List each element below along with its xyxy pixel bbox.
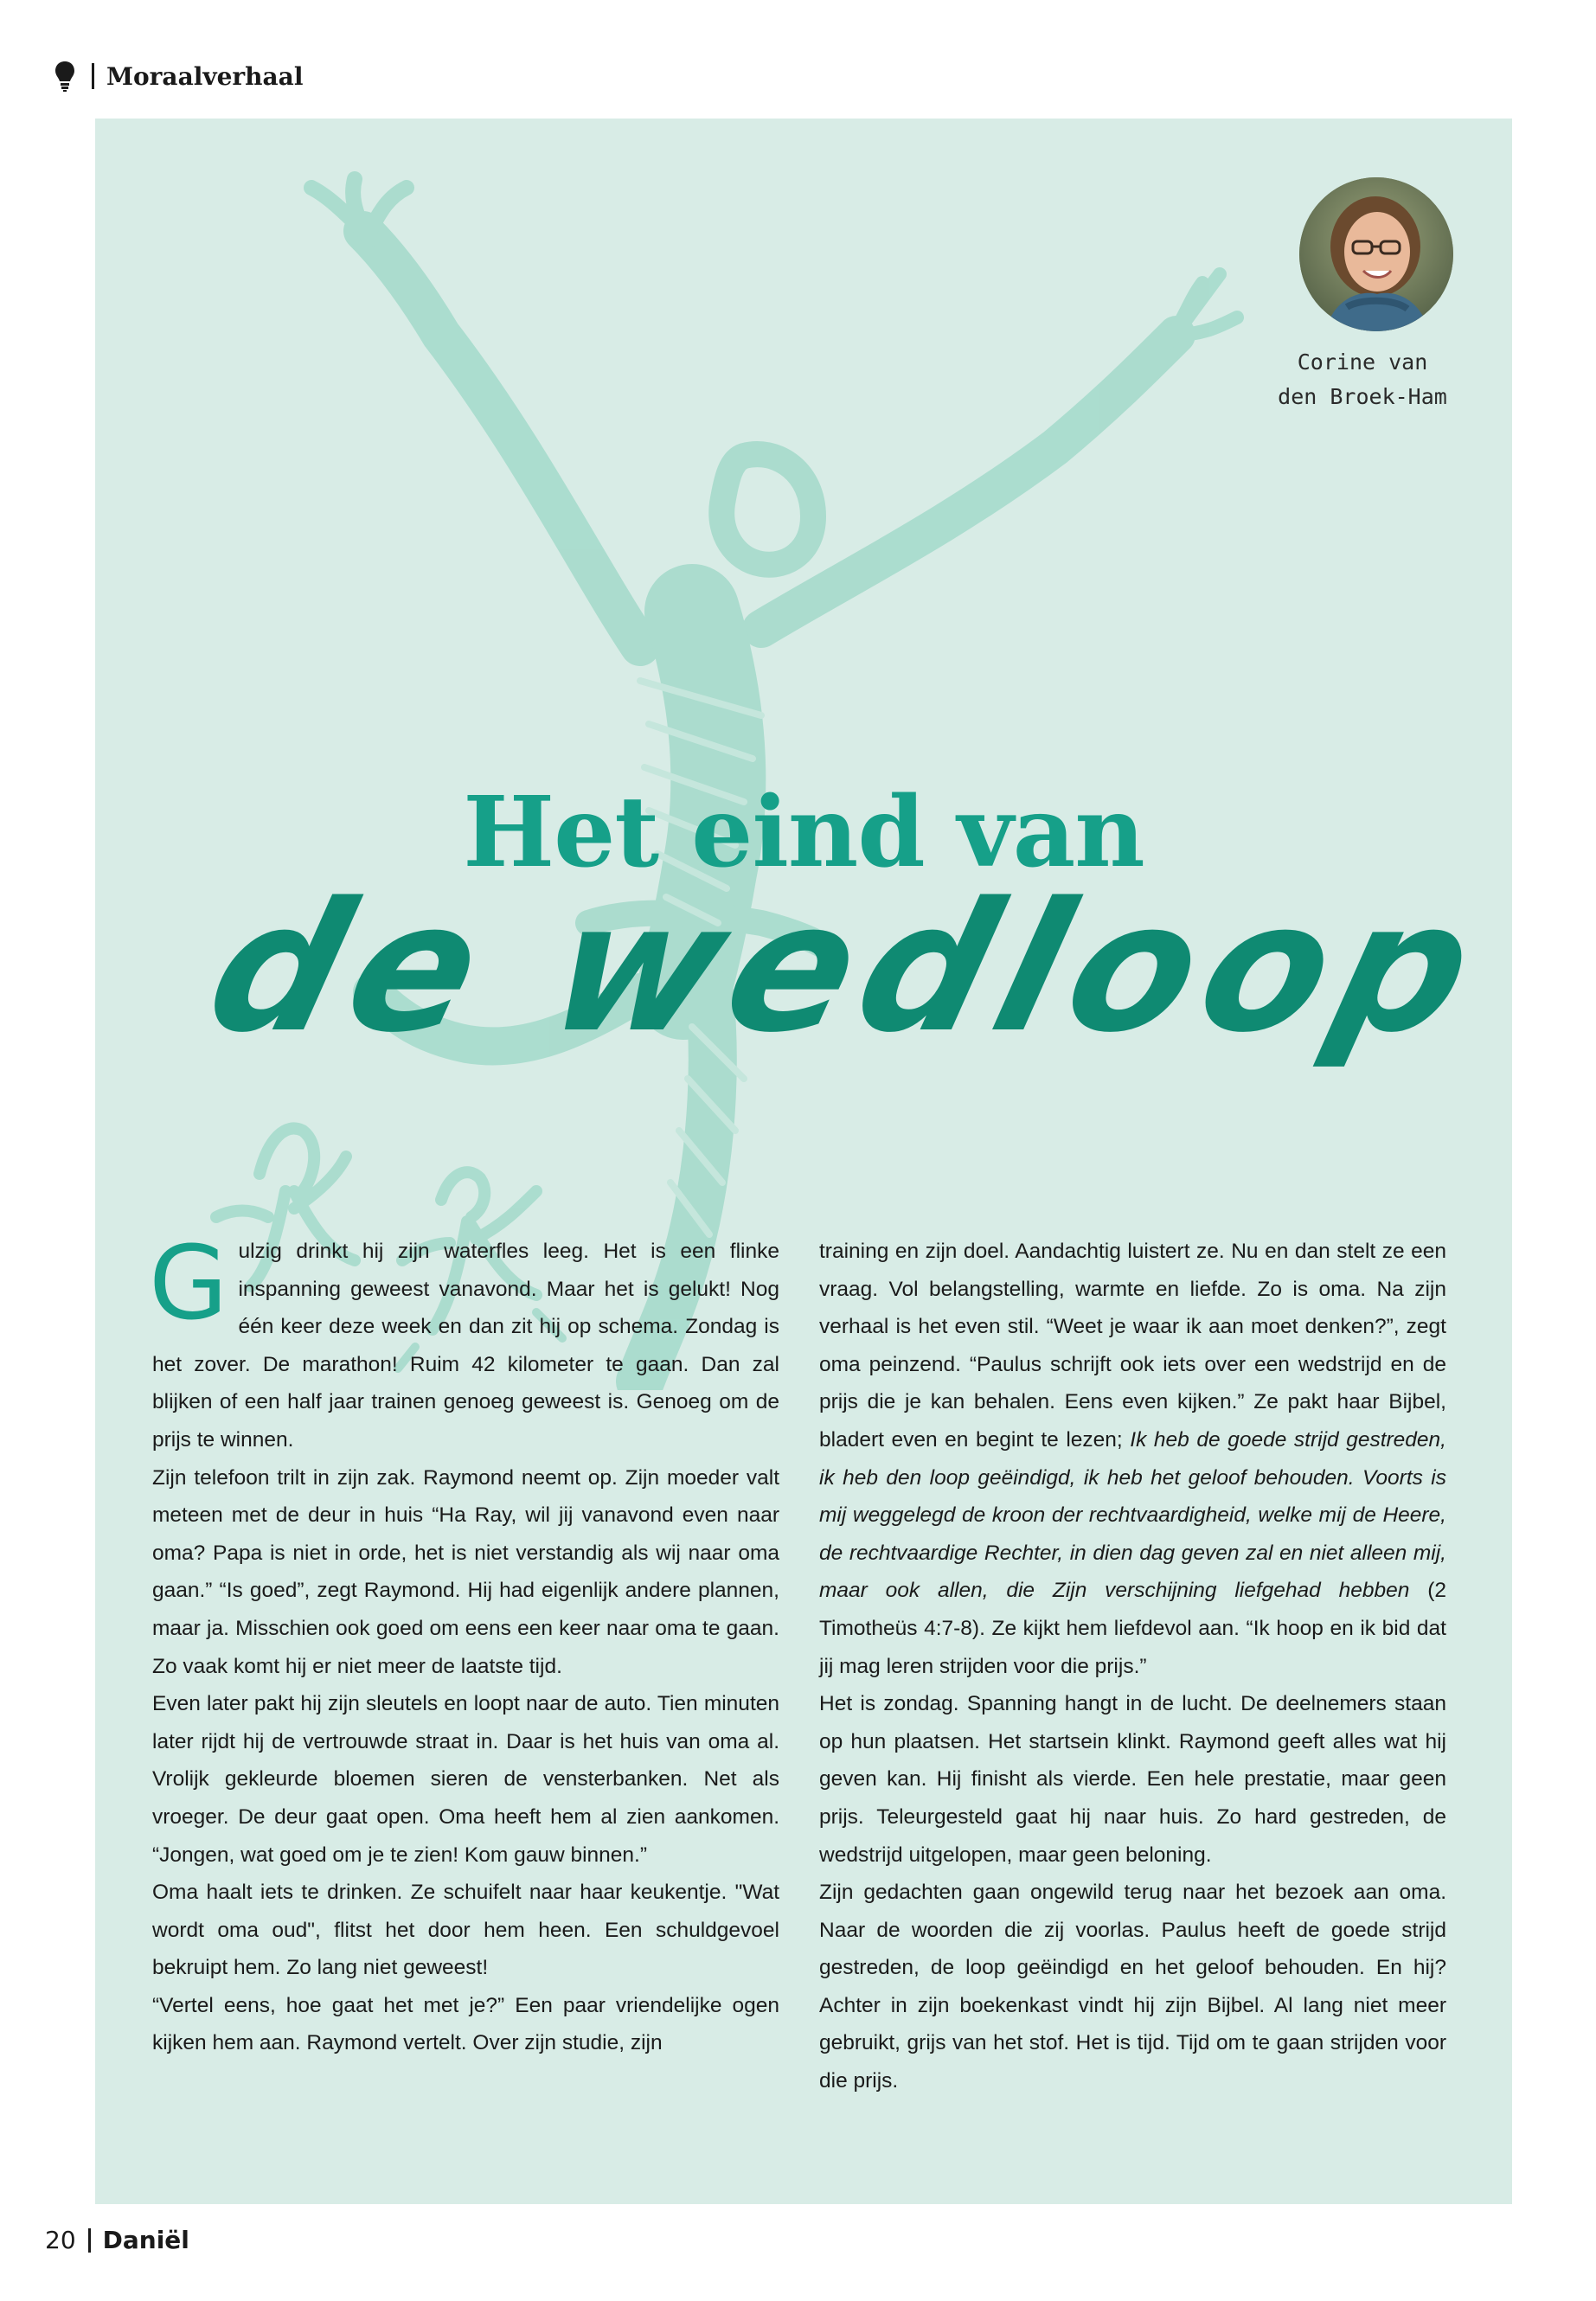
paragraph: Zijn gedachten gaan ongewild terug naar het bezoek aan oma. Naar de woorden die zij voorlas. Paulus heeft de goede strijd gestreden, de loop geëindigd en het geloof behouden. En hij? Achter in zijn boekenkast vindt hij zijn Bijbel. Al lang niet meer gebruikt, grijs van het stof. Het is tijd. Tijd om te gaan strijden voor die prijs. (819, 1881, 1446, 2093)
article-column-left (149, 1223, 779, 2062)
paragraph: Oma haalt iets te drinken. Ze schuifelt naar haar keukentje. "Wat wordt oma oud", flitst het door hem heen. Een schuldgevoel bekruipt hem. Zo lang niet geweest! (152, 1881, 779, 1980)
author-name: Corine van den Broek-Ham (1278, 349, 1447, 409)
paragraph: training en zijn doel. Aandachtig luistert ze. Nu en dan stelt ze een vraag. Vol belangstelling, warmte en liefde. Zo is oma. Na zijn verhaal is het even stil. “Weet je waar ik aan moet denken?”, zegt oma peinzend. “Paulus schrijft ook iets over een wedstrijd en de prijs die je kan behalen. Eens even kijken.” Ze pakt haar Bijbel, bladert even en begint te lezen; Ik heb de goede strijd gestreden, ik heb den loop geëindigd, ik heb het geloof behouden. Voorts is mij weggelegd de kroon der rechtvaardigheid, welke mij de Heere, de rechtvaardige Rechter, in dien dag geven zal en niet alleen mij, maar ook allen, die Zijn verschijning liefgehad hebben (2 Timotheüs 4:7-8). Ze kijkt hem liefdevol aan. “Ik hoop en ik bid dat jij mag leren strijden voor die prijs.” (819, 1240, 1446, 1678)
lightbulb-icon (54, 60, 76, 93)
running-header (54, 57, 303, 95)
bible-quote: Ik heb de goede strijd gestreden, ik heb den loop geëindigd, ik heb het geloof behouden. Voorts is mij weggelegd de kroon der rechtvaardigheid, welke mij de Heere, de rechtvaardige Rechter, in dien dag geven zal en niet alleen mij, maar ook allen, die Zijn verschijning liefgehad hebben (819, 1427, 1446, 1603)
article-title-line-1: Het eind van (463, 776, 1144, 889)
magazine-name: Daniël (102, 2226, 189, 2254)
paragraph: “Vertel eens, hoe gaat het met je?” Een paar vriendelijke ogen kijken hem aan. Raymond vertelt. Over zijn studie, zijn (152, 1993, 779, 2055)
page-number: 20 (45, 2226, 76, 2254)
header-divider (92, 63, 94, 89)
article-panel (95, 119, 1512, 2204)
article-column-right (819, 1233, 1446, 2100)
author-avatar (1299, 177, 1453, 331)
page-footer (45, 2226, 189, 2254)
drop-cap: G (149, 1223, 228, 1343)
footer-divider (88, 2228, 91, 2253)
article-title-line-2: de wedloop (190, 864, 1503, 1072)
paragraph: Gulzig drinkt hij zijn waterfles leeg. Het is een flinke inspanning geweest vanavond. Maar het is gelukt! Nog één keer deze week en dan zit hij op schema. Zondag is het zover. De marathon! Ruim 42 kilometer te gaan. Dan zal blijken of een half jaar trainen genoeg geweest is. Genoeg om de prijs te winnen. (149, 1223, 779, 1452)
paragraph: Het is zondag. Spanning hangt in de lucht. De deelnemers staan op hun plaatsen. Het startsein klinkt. Raymond geeft alles wat hij geven kan. Hij finisht als vierde. Een hele prestatie, maar geen prijs. Teleurgesteld gaat hij naar huis. Zo hard gestreden, de wedstrijd uitgelopen, maar geen beloning. (819, 1692, 1446, 1867)
paragraph: Even later pakt hij zijn sleutels en loopt naar de auto. Tien minuten later rijdt hij de vertrouwde straat in. Daar is het huis van oma al. Vrolijk gekleurde bloemen sieren de vensterbanken. Net als vroeger. De deur gaat open. Oma heeft hem al zien aankomen. “Jongen, wat goed om je te zien! Kom gauw binnen.” (152, 1692, 779, 1867)
paragraph: Zijn telefoon trilt in zijn zak. Raymond neemt op. Zijn moeder valt meteen met de deur in huis “Ha Ray, wil jij vanavond even naar oma? Papa is niet in orde, het is niet verstandig als wij naar oma gaan.” “Is goed”, zegt Raymond. Hij had eigenlijk andere plannen, maar ja. Misschien ook goed om eens een keer naar oma te gaan. Zo vaak komt hij er niet meer de laatste tijd. (152, 1465, 779, 1678)
section-label: Moraalverhaal (106, 61, 304, 91)
